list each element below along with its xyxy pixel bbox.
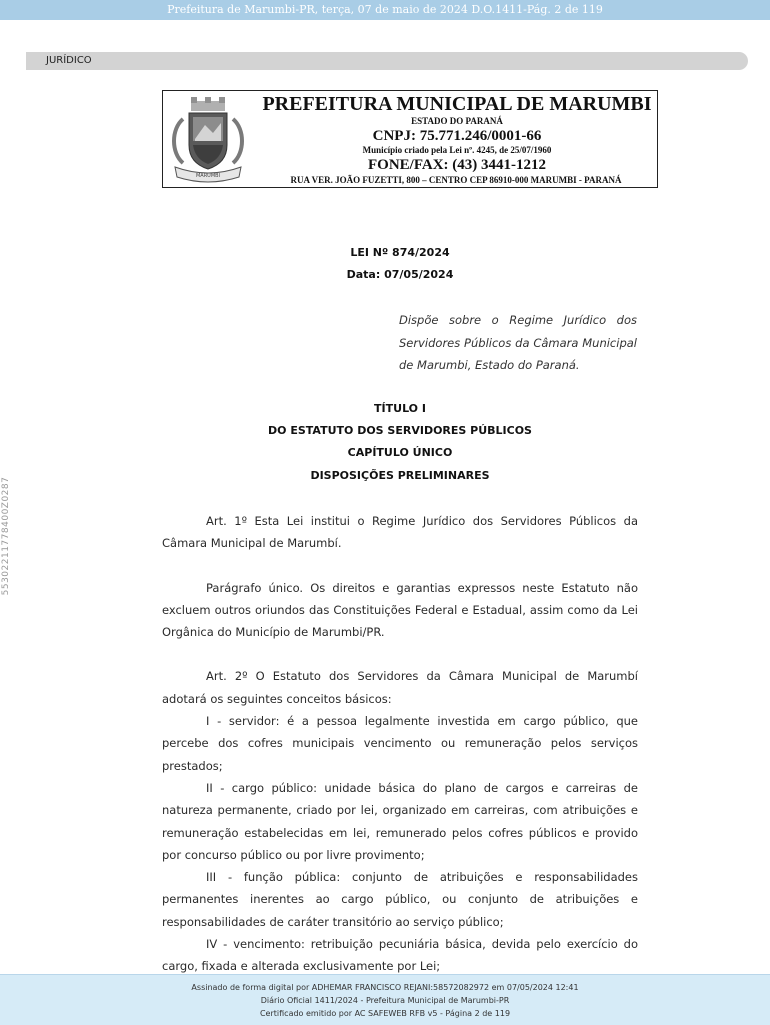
article-2-item-1: I - servidor: é a pessoa legalmente investida em cargo público, que percebe dos cofres municipais vencimento ou remuneração pelos serviços prestados; bbox=[162, 714, 638, 773]
law-number: LEI Nº 874/2024 bbox=[350, 246, 450, 259]
article-2: Art. 2º O Estatuto dos Servidores da Câmara Municipal de Marumbí adotará os seguintes conceitos básicos: bbox=[162, 669, 638, 706]
article-2-item-2: II - cargo público: unidade básica do plano de cargos e carreiras de natureza permanente, criado por lei, organizado em carreiras, com atribuições e remuneração estabelecidas em lei, remunerado pelos cofres públicos e provido por concurso público ou por livre provimento; bbox=[162, 780, 638, 862]
signature-footer bbox=[0, 974, 770, 1025]
creation-law: Município criado pela Lei nº. 4245, de 25/07/1960 bbox=[362, 145, 552, 155]
footer-diario: Diário Oficial 1411/2024 - Prefeitura Municipal de Marumbi-PR bbox=[260, 996, 510, 1005]
law-body bbox=[162, 510, 638, 978]
state-name: ESTADO DO PARANÁ bbox=[411, 116, 503, 126]
document-code: 55302211778400Z0287 bbox=[1, 476, 11, 596]
article-2-item-3: III - função pública: conjunto de atribuições e responsabilidades permanentes inerentes ao cargo público, ou conjunto de atribuições e responsabilidades de caráter transitório ao serviço público; bbox=[162, 870, 638, 929]
section-bar bbox=[26, 52, 748, 70]
chapter-heading: CAPÍTULO ÚNICO bbox=[347, 446, 453, 459]
title-subheading: DO ESTATUTO DOS SERVIDORES PÚBLICOS bbox=[268, 424, 532, 437]
crest-ribbon-text: MARUMBI bbox=[195, 173, 221, 179]
article-1: Art. 1º Esta Lei institui o Regime Jurídico dos Servidores Públicos da Câmara Municipal de Marumbí. bbox=[162, 514, 638, 551]
section-label: JURÍDICO bbox=[46, 55, 92, 66]
cnpj: CNPJ: 75.771.246/0001-66 bbox=[372, 128, 542, 144]
footer-certificate: Certificado emitido por AC SAFEWEB RFB v5 - Página 2 de 119 bbox=[259, 1009, 511, 1018]
chapter-subheading: DISPOSIÇÕES PRELIMINARES bbox=[310, 469, 490, 482]
article-2-item-4: IV - vencimento: retribuição pecuniária básica, devida pelo exercício do cargo, fixada e alterada exclusivamente por Lei; bbox=[162, 937, 638, 974]
phone-fax: FONE/FAX: (43) 3441-1212 bbox=[367, 157, 547, 173]
coat-of-arms-icon bbox=[169, 97, 247, 183]
address: RUA VER. JOÃO FUZETTI, 800 – CENTRO CEP 86910-000 MARUMBI - PARANÁ bbox=[290, 175, 622, 185]
page-header-text: Prefeitura de Marumbi-PR, terça, 07 de maio de 2024 D.O.1411-Pág. 2 de 119 bbox=[167, 3, 603, 16]
municipality-name: PREFEITURA MUNICIPAL DE MARUMBI bbox=[262, 93, 652, 115]
footer-signature: Assinado de forma digital por ADHEMAR FRANCISCO REJANI:58572082972 em 07/05/2024 12:41 bbox=[191, 983, 579, 992]
law-summary: Dispõe sobre o Regime Jurídico dos Servidores Públicos da Câmara Municipal de Marumbi, Estado do Paraná. bbox=[399, 313, 637, 372]
letterhead bbox=[162, 90, 658, 188]
title-heading: TÍTULO I bbox=[374, 402, 426, 415]
page-header-bar bbox=[0, 0, 770, 20]
law-date: Data: 07/05/2024 bbox=[346, 268, 454, 281]
paragrafo-unico: Parágrafo único. Os direitos e garantias expressos neste Estatuto não excluem outros oriundos das Constituições Federal e Estadual, assim como da Lei Orgânica do Município de Marumbi/PR. bbox=[162, 580, 638, 640]
